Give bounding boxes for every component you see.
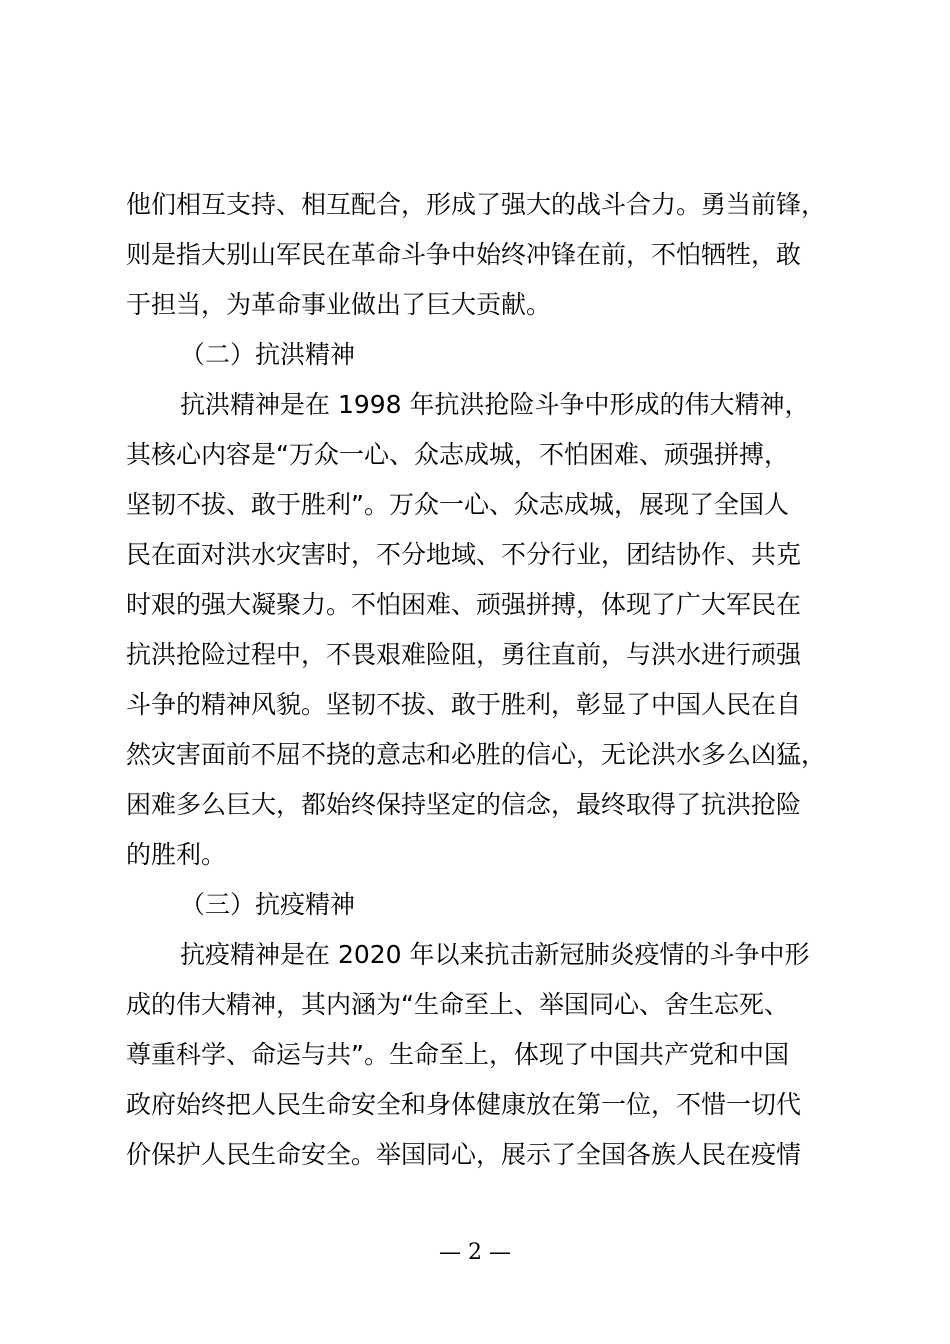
paragraph-line: 于担当，为革命事业做出了巨大贡献。: [126, 290, 552, 319]
paragraph-line: 斗争的精神风貌。坚韧不拔、敢于胜利，彰显了中国人民在自: [126, 690, 802, 719]
paragraph-line: 民在面对洪水灾害时，不分地域、不分行业，团结协作、共克: [126, 540, 802, 569]
page-number: — 2 —: [439, 1240, 511, 1265]
paragraph-line: 抗洪精神是在 1998 年抗洪抢险斗争中形成的伟大精神，: [180, 390, 810, 419]
paragraph-line: 然灾害面前不屈不挠的意志和必胜的信心，无论洪水多么凶猛，: [126, 740, 827, 769]
paragraph-line: 抗洪抢险过程中，不畏艰难险阻，勇往直前，与洪水进行顽强: [126, 640, 802, 669]
paragraph-line: 抗疫精神是在 2020 年以来抗击新冠肺炎疫情的斗争中形: [180, 940, 810, 969]
paragraph-line: 他们相互支持、相互配合，形成了强大的战斗合力。勇当前锋，: [126, 190, 827, 219]
paragraph-line: 政府始终把人民生命安全和身体健康放在第一位，不惜一切代: [126, 1090, 802, 1119]
paragraph-line: 困难多么巨大，都始终保持坚定的信念，最终取得了抗洪抢险: [126, 790, 802, 819]
paragraph-line: 其核心内容是“万众一心、众志成城，不怕困难、顽强拼搏，: [126, 440, 789, 469]
paragraph-line: 价保护人民生命安全。举国同心，展示了全国各族人民在疫情: [126, 1140, 802, 1169]
paragraph-line: 成的伟大精神，其内涵为“生命至上、举国同心、舍生忘死、: [126, 990, 789, 1019]
paragraph-line: 坚韧不拔、敢于胜利”。万众一心、众志成城，展现了全国人: [126, 490, 789, 519]
section-heading: （三）抗疫精神: [180, 890, 356, 919]
paragraph-line: 则是指大别山军民在革命斗争中始终冲锋在前，不怕牺牲，敢: [126, 240, 802, 269]
section-heading: （二）抗洪精神: [180, 340, 356, 369]
paragraph-line: 的胜利。: [126, 840, 227, 869]
paragraph-line: 时艰的强大凝聚力。不怕困难、顽强拼搏，体现了广大军民在: [126, 590, 802, 619]
paragraph-line: 尊重科学、命运与共”。生命至上，体现了中国共产党和中国: [126, 1040, 789, 1069]
